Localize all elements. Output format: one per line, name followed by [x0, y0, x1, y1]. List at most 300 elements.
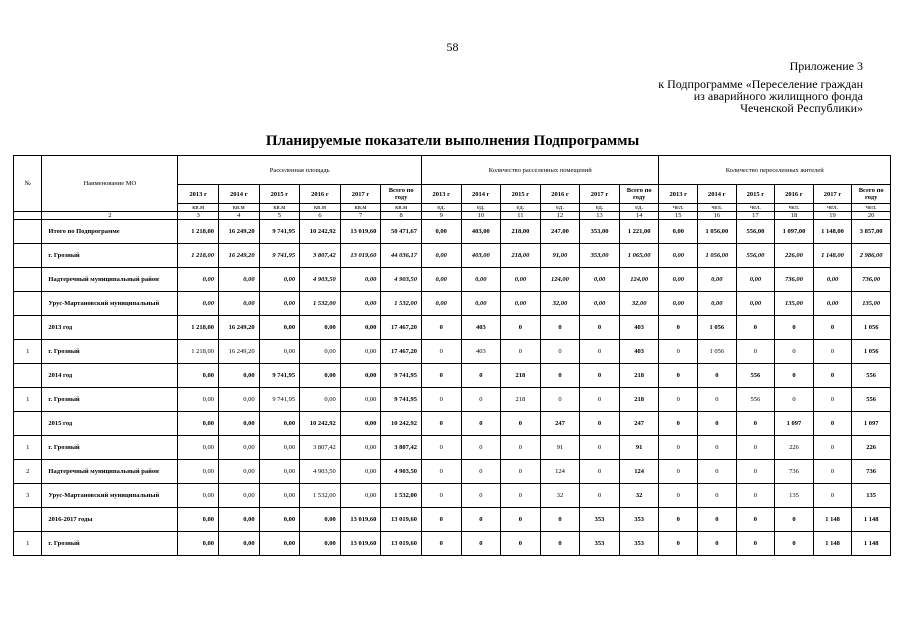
- table-cell: 0: [659, 508, 698, 532]
- table-cell: 0: [736, 340, 775, 364]
- table-cell: 0: [421, 340, 461, 364]
- table-cell: 1 148: [813, 532, 852, 556]
- table-cell: 0,00: [421, 220, 461, 244]
- column-numbers-row: [14, 212, 891, 220]
- table-cell: 1 532,00: [381, 484, 422, 508]
- table-cell: 1 056,00: [698, 244, 737, 268]
- row-number: [14, 412, 42, 436]
- table-cell: 16 249,20: [218, 244, 259, 268]
- row-number: 1: [14, 340, 42, 364]
- table-cell: 353,00: [580, 244, 620, 268]
- table-cell: 17 467,20: [381, 340, 422, 364]
- table-cell: 218,00: [501, 220, 541, 244]
- table-cell: 0: [736, 532, 775, 556]
- row-number: 1: [14, 436, 42, 460]
- table-cell: 0,00: [259, 508, 300, 532]
- table-cell: 0,00: [218, 508, 259, 532]
- appendix-header: [658, 60, 863, 114]
- table-cell: 247: [540, 412, 580, 436]
- table-cell: 4 903,50: [300, 460, 341, 484]
- table-cell: 1 218,00: [178, 244, 219, 268]
- column-number: 17: [736, 212, 775, 220]
- table-cell: 0,00: [340, 316, 381, 340]
- table-cell: 0: [659, 388, 698, 412]
- table-cell: 0,00: [659, 292, 698, 316]
- table-cell: 403: [619, 316, 659, 340]
- table-cell: 13 019,60: [340, 220, 381, 244]
- table-cell: 226: [852, 436, 891, 460]
- table-cell: 0: [540, 532, 580, 556]
- unit-header: чел.: [736, 204, 775, 212]
- table-cell: 0,00: [501, 292, 541, 316]
- table-cell: 0,00: [300, 340, 341, 364]
- table-cell: 0: [580, 316, 620, 340]
- table-cell: 226: [775, 436, 814, 460]
- table-cell: 0: [698, 388, 737, 412]
- table-cell: 9 741,95: [259, 244, 300, 268]
- row-number: [14, 508, 42, 532]
- table-cell: 0: [540, 340, 580, 364]
- table-cell: 0,00: [736, 292, 775, 316]
- unit-header: кв.м: [340, 204, 381, 212]
- table-cell: 0,00: [300, 388, 341, 412]
- year-header: 2014 г: [698, 185, 737, 204]
- table-cell: 13 019,60: [340, 532, 381, 556]
- table-cell: 0: [421, 460, 461, 484]
- table-cell: 91: [540, 436, 580, 460]
- table-cell: 0: [698, 364, 737, 388]
- table-cell: 0,00: [340, 484, 381, 508]
- unit-header: кв.м: [259, 204, 300, 212]
- column-number: 10: [461, 212, 501, 220]
- table-cell: 0,00: [259, 268, 300, 292]
- table-cell: 0,00: [218, 412, 259, 436]
- table-cell: 0,00: [259, 460, 300, 484]
- table-cell: 2 986,00: [852, 244, 891, 268]
- table-cell: 403: [461, 316, 501, 340]
- table-cell: 0: [775, 364, 814, 388]
- table-cell: 0,00: [659, 220, 698, 244]
- table-cell: 9 741,95: [381, 388, 422, 412]
- table-cell: 91: [619, 436, 659, 460]
- group-header-premises: Количество расселенных помещений: [421, 156, 659, 185]
- table-cell: 0,00: [813, 292, 852, 316]
- table-cell: 17 467,20: [381, 316, 422, 340]
- table-cell: 10 242,92: [381, 412, 422, 436]
- table-cell: 3 807,42: [300, 244, 341, 268]
- table-cell: 1 097,00: [775, 220, 814, 244]
- table-cell: 0: [775, 340, 814, 364]
- table-cell: 0: [461, 364, 501, 388]
- table-cell: 0,00: [259, 532, 300, 556]
- table-cell: 0,00: [218, 292, 259, 316]
- table-cell: 0: [736, 412, 775, 436]
- year-header: 2017 г: [340, 185, 381, 204]
- year-header: 2015 г: [259, 185, 300, 204]
- table-cell: 0: [659, 412, 698, 436]
- table-cell: 4 903,50: [381, 460, 422, 484]
- table-cell: 0,00: [218, 484, 259, 508]
- row-name: Урус-Мартановский муниципальный: [42, 292, 178, 316]
- table-cell: 218: [619, 388, 659, 412]
- table-cell: 0,00: [178, 412, 219, 436]
- table-cell: 0,00: [736, 268, 775, 292]
- table-cell: 0: [580, 388, 620, 412]
- table-cell: 0: [659, 436, 698, 460]
- table-cell: 0: [540, 508, 580, 532]
- year-header: 2013 г: [421, 185, 461, 204]
- table-cell: 0,00: [178, 484, 219, 508]
- table-cell: 0: [461, 484, 501, 508]
- table-cell: 44 036,17: [381, 244, 422, 268]
- row-name: Надтеречный муниципальный район: [42, 460, 178, 484]
- table-cell: 0,00: [698, 292, 737, 316]
- year-header: 2016 г: [300, 185, 341, 204]
- table-row: [14, 436, 891, 460]
- year-header: Всего по году: [381, 185, 422, 204]
- table-cell: 32,00: [619, 292, 659, 316]
- row-number: 2: [14, 460, 42, 484]
- year-header: 2013 г: [659, 185, 698, 204]
- table-cell: 0: [736, 484, 775, 508]
- row-name: Надтеречный муниципальный район: [42, 268, 178, 292]
- row-name: г. Грозный: [42, 244, 178, 268]
- table-cell: 1 097: [775, 412, 814, 436]
- table-row: [14, 460, 891, 484]
- table-cell: 0,00: [300, 316, 341, 340]
- table-row: [14, 508, 891, 532]
- group-header-area: Расселенная площадь: [178, 156, 422, 185]
- row-number: 1: [14, 388, 42, 412]
- table-cell: 0: [421, 508, 461, 532]
- table-cell: 0: [461, 412, 501, 436]
- unit-header: кв.м: [381, 204, 422, 212]
- row-number: [14, 268, 42, 292]
- table-cell: 1 218,00: [178, 340, 219, 364]
- year-header: 2016 г: [540, 185, 580, 204]
- table-cell: 0,00: [218, 364, 259, 388]
- table-cell: 0,00: [421, 244, 461, 268]
- table-cell: 0: [421, 316, 461, 340]
- table-cell: 0,00: [178, 364, 219, 388]
- column-number: 2: [42, 212, 178, 220]
- row-number: [14, 244, 42, 268]
- table-cell: 1 221,00: [619, 220, 659, 244]
- column-number: 5: [259, 212, 300, 220]
- table-cell: 1 148: [852, 532, 891, 556]
- appendix-line-1: к Подпрограмме «Переселение граждан: [658, 77, 863, 91]
- column-number: 7: [340, 212, 381, 220]
- row-number: 3: [14, 484, 42, 508]
- table-cell: 1 532,00: [381, 292, 422, 316]
- table-cell: 3 807,42: [381, 436, 422, 460]
- table-cell: 3 807,42: [300, 436, 341, 460]
- table-cell: 135,00: [852, 292, 891, 316]
- table-cell: 0,00: [259, 436, 300, 460]
- table-cell: 218,00: [501, 244, 541, 268]
- table-cell: 0: [813, 484, 852, 508]
- table-row: [14, 340, 891, 364]
- document-title: Планируемые показатели выполнения Подпрограммы: [265, 133, 640, 149]
- table-cell: 0: [698, 412, 737, 436]
- table-cell: 0: [698, 532, 737, 556]
- table-cell: 16 249,20: [218, 220, 259, 244]
- table-cell: 0,00: [340, 460, 381, 484]
- table-cell: 0,00: [178, 292, 219, 316]
- table-cell: 4 903,50: [300, 268, 341, 292]
- column-number: 12: [540, 212, 580, 220]
- table-cell: 0,00: [259, 484, 300, 508]
- table-cell: 0,00: [259, 316, 300, 340]
- table-cell: 0,00: [580, 268, 620, 292]
- table-cell: 247,00: [540, 220, 580, 244]
- table-cell: 0: [501, 508, 541, 532]
- unit-header: чел.: [698, 204, 737, 212]
- row-number: [14, 364, 42, 388]
- table-cell: 0: [736, 316, 775, 340]
- unit-header: ед.: [580, 204, 620, 212]
- table-cell: 1 056,00: [698, 220, 737, 244]
- row-number: 1: [14, 532, 42, 556]
- column-number: 14: [619, 212, 659, 220]
- year-header: Всего по году: [619, 185, 659, 204]
- table-cell: 0: [501, 532, 541, 556]
- table-cell: 0: [501, 412, 541, 436]
- column-number: 13: [580, 212, 620, 220]
- table-cell: 124,00: [619, 268, 659, 292]
- table-cell: 0: [659, 532, 698, 556]
- table-cell: 0: [501, 340, 541, 364]
- table-cell: 0: [698, 484, 737, 508]
- table-cell: 10 242,92: [300, 220, 341, 244]
- unit-header: чел.: [775, 204, 814, 212]
- table-cell: 0: [775, 388, 814, 412]
- year-header: Всего по году: [852, 185, 891, 204]
- table-cell: 1 148,00: [813, 244, 852, 268]
- table-row: [14, 316, 891, 340]
- table-cell: 135: [852, 484, 891, 508]
- table-cell: 124,00: [540, 268, 580, 292]
- table-cell: 556: [852, 388, 891, 412]
- table-cell: 0,00: [218, 268, 259, 292]
- table-cell: 91,00: [540, 244, 580, 268]
- table-cell: 736: [775, 460, 814, 484]
- table-cell: 0,00: [340, 412, 381, 436]
- table-cell: 0,00: [421, 268, 461, 292]
- table-cell: 247: [619, 412, 659, 436]
- table-cell: 1 218,00: [178, 220, 219, 244]
- table-cell: 50 471,67: [381, 220, 422, 244]
- table-cell: 0: [659, 484, 698, 508]
- table-cell: 1 056: [698, 316, 737, 340]
- appendix-title: Приложение 3: [789, 59, 863, 73]
- table-cell: 0: [461, 508, 501, 532]
- table-cell: 16 249,20: [218, 340, 259, 364]
- row-name: 2013 год: [42, 316, 178, 340]
- table-cell: 0,00: [259, 412, 300, 436]
- table-cell: 1 532,00: [300, 292, 341, 316]
- table-cell: 135,00: [775, 292, 814, 316]
- row-name: г. Грозный: [42, 388, 178, 412]
- table-cell: 0: [501, 436, 541, 460]
- table-cell: 0: [659, 364, 698, 388]
- table-cell: 0,00: [259, 340, 300, 364]
- table-cell: 556,00: [736, 220, 775, 244]
- table-cell: 556: [736, 388, 775, 412]
- row-name: Итого по Подпрограмме: [42, 220, 178, 244]
- table-cell: 0,00: [178, 436, 219, 460]
- table-cell: 1 056: [852, 340, 891, 364]
- table-cell: 32,00: [540, 292, 580, 316]
- row-name: г. Грозный: [42, 340, 178, 364]
- table-cell: 0: [421, 412, 461, 436]
- table-cell: 0,00: [218, 436, 259, 460]
- table-cell: 0,00: [178, 460, 219, 484]
- table-cell: 1 218,00: [178, 316, 219, 340]
- table-cell: 353: [619, 532, 659, 556]
- column-number: 18: [775, 212, 814, 220]
- table-cell: 0,00: [259, 292, 300, 316]
- table-cell: 0: [813, 316, 852, 340]
- table-cell: 0,00: [178, 388, 219, 412]
- table-cell: 124: [619, 460, 659, 484]
- table-cell: 0: [736, 436, 775, 460]
- table-cell: 0: [461, 460, 501, 484]
- table-cell: 0: [813, 364, 852, 388]
- table-cell: 0: [698, 460, 737, 484]
- table-cell: 0: [775, 316, 814, 340]
- table-cell: 13 019,60: [381, 508, 422, 532]
- column-number: 9: [421, 212, 461, 220]
- table-cell: 1 148: [813, 508, 852, 532]
- column-number: [14, 212, 42, 220]
- table-row: [14, 244, 891, 268]
- table-cell: 403,00: [461, 220, 501, 244]
- table-cell: 0: [813, 412, 852, 436]
- table-cell: 0: [698, 508, 737, 532]
- table-cell: 9 741,95: [381, 364, 422, 388]
- table-cell: 353: [580, 508, 620, 532]
- table-row: [14, 292, 891, 316]
- table-row: [14, 268, 891, 292]
- table-cell: 0,00: [218, 532, 259, 556]
- table-cell: 556: [852, 364, 891, 388]
- table-cell: 0,00: [461, 292, 501, 316]
- column-number: 11: [501, 212, 541, 220]
- table-cell: 0,00: [300, 364, 341, 388]
- table-cell: 0: [775, 508, 814, 532]
- table-cell: 9 741,95: [259, 220, 300, 244]
- column-number: 19: [813, 212, 852, 220]
- table-cell: 353,00: [580, 220, 620, 244]
- group-header-residents: Количество переселенных жителей: [659, 156, 891, 185]
- col-header-no: №: [14, 156, 42, 212]
- table-cell: 0,00: [300, 532, 341, 556]
- table-cell: 0: [421, 532, 461, 556]
- table-cell: 1 056: [698, 340, 737, 364]
- table-cell: 0,00: [178, 268, 219, 292]
- table-cell: 0,00: [340, 340, 381, 364]
- table-cell: 0: [580, 484, 620, 508]
- table-cell: 0,00: [218, 460, 259, 484]
- table-cell: 1 056: [852, 316, 891, 340]
- table-cell: 32: [619, 484, 659, 508]
- year-header: 2016 г: [775, 185, 814, 204]
- unit-header: кв.м: [300, 204, 341, 212]
- unit-header: чел.: [659, 204, 698, 212]
- table-cell: 0: [421, 364, 461, 388]
- appendix-line-3: Чеченской Республики»: [740, 101, 863, 115]
- table-cell: 0,00: [340, 436, 381, 460]
- table-cell: 0: [736, 508, 775, 532]
- table-cell: 0: [540, 364, 580, 388]
- table-cell: 0: [813, 460, 852, 484]
- unit-header: ед.: [461, 204, 501, 212]
- table-cell: 1 097: [852, 412, 891, 436]
- table-cell: 124: [540, 460, 580, 484]
- table-cell: 1 065,00: [619, 244, 659, 268]
- row-name: 2014 год: [42, 364, 178, 388]
- table-cell: 0: [813, 388, 852, 412]
- unit-header: кв.м: [178, 204, 219, 212]
- table-cell: 0,00: [813, 268, 852, 292]
- table-cell: 4 903,50: [381, 268, 422, 292]
- table-cell: 226,00: [775, 244, 814, 268]
- table-body: [14, 220, 891, 556]
- table-cell: 1 148,00: [813, 220, 852, 244]
- row-name: г. Грозный: [42, 532, 178, 556]
- table-cell: 0: [501, 316, 541, 340]
- table-cell: 3 857,00: [852, 220, 891, 244]
- row-name: 2016-2017 годы: [42, 508, 178, 532]
- table-cell: 0: [501, 460, 541, 484]
- table-cell: 0: [580, 412, 620, 436]
- table-cell: 0: [580, 340, 620, 364]
- table-cell: 353: [619, 508, 659, 532]
- table-cell: 0: [775, 532, 814, 556]
- table-cell: 0: [659, 460, 698, 484]
- table-cell: 0,00: [698, 268, 737, 292]
- row-name: г. Грозный: [42, 436, 178, 460]
- table-cell: 0: [736, 460, 775, 484]
- year-header: 2017 г: [813, 185, 852, 204]
- table-cell: 556: [736, 364, 775, 388]
- table-cell: 0: [659, 340, 698, 364]
- table-cell: 218: [501, 388, 541, 412]
- table-cell: 218: [501, 364, 541, 388]
- row-number: [14, 316, 42, 340]
- year-header: 2015 г: [501, 185, 541, 204]
- table-cell: 0,00: [659, 244, 698, 268]
- table-cell: 0,00: [300, 508, 341, 532]
- table-cell: 10 242,92: [300, 412, 341, 436]
- column-number: 8: [381, 212, 422, 220]
- unit-header: чел.: [852, 204, 891, 212]
- table-cell: 0: [421, 388, 461, 412]
- unit-header: ед.: [540, 204, 580, 212]
- table-cell: 0: [421, 436, 461, 460]
- table-cell: 0: [580, 460, 620, 484]
- table-cell: 403,00: [461, 244, 501, 268]
- indicators-table: [13, 155, 891, 556]
- table-cell: 0: [461, 532, 501, 556]
- row-name: 2015 год: [42, 412, 178, 436]
- table-cell: 13 019,60: [340, 244, 381, 268]
- table-cell: 9 741,95: [259, 388, 300, 412]
- table-cell: 1 532,00: [300, 484, 341, 508]
- row-number: [14, 220, 42, 244]
- table-cell: 403: [461, 340, 501, 364]
